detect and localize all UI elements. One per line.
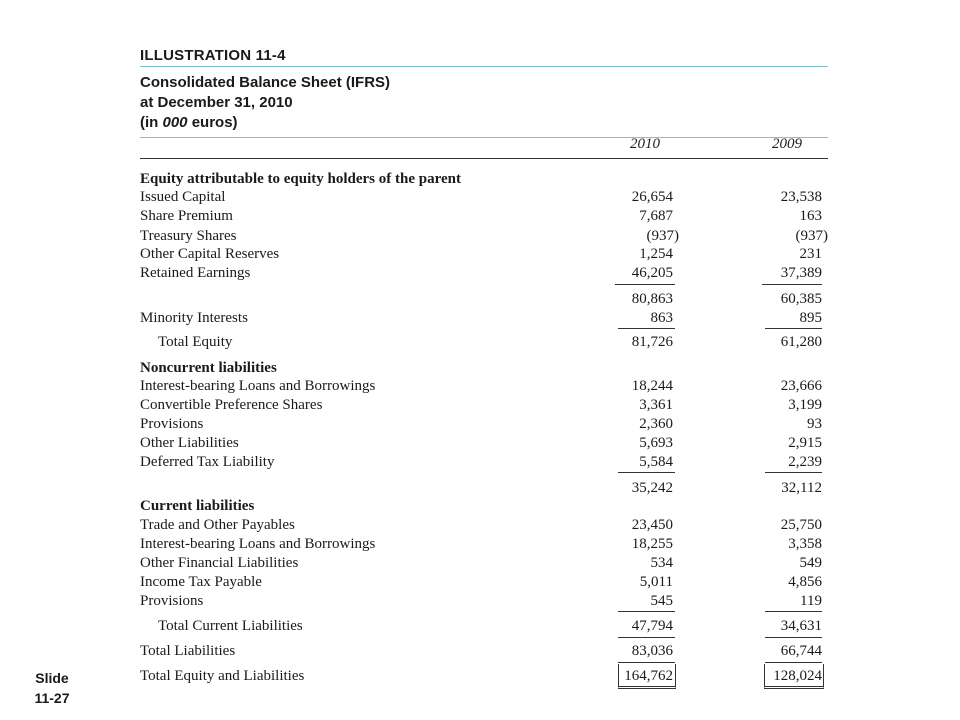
total-row — [140, 333, 828, 352]
row-label: Interest-bearing Loans and Borrowings — [140, 378, 376, 394]
grand-total-row — [140, 667, 828, 686]
table-row — [140, 207, 828, 226]
value-2010: 7,687 — [639, 208, 673, 224]
row-label: Current liabilities — [140, 498, 255, 514]
table-row — [140, 309, 828, 328]
column-header-rule — [140, 158, 828, 159]
grand-total-box-2009 — [764, 664, 824, 689]
subtotal-row — [140, 290, 828, 309]
value-2010: 164,762 — [624, 668, 673, 684]
value-2009: 3,199 — [788, 397, 822, 413]
units-prefix: (in — [140, 114, 163, 131]
value-2010: 46,205 — [631, 265, 673, 281]
value-2010: 18,255 — [631, 536, 673, 552]
row-label: Share Premium — [140, 208, 233, 224]
row-label: Total Equity and Liabilities — [140, 668, 305, 684]
underline — [618, 637, 675, 638]
underline — [765, 662, 822, 663]
row-label: Other Capital Reserves — [140, 246, 280, 262]
row-label: Total Liabilities — [140, 643, 236, 659]
value-2010: 83,036 — [631, 643, 673, 659]
value-2010: 5,693 — [639, 435, 673, 451]
value-2009: 66,744 — [780, 643, 822, 659]
table-row — [140, 264, 828, 283]
row-label: Equity attributable to equity holders of the parent — [140, 171, 461, 187]
table-row — [140, 453, 828, 472]
slide-page: 11-27 — [34, 690, 70, 706]
value-2010: 26,654 — [631, 189, 673, 205]
table-row — [140, 377, 828, 396]
value-2009: 60,385 — [780, 291, 822, 307]
underline — [765, 472, 822, 473]
row-label: Noncurrent liabilities — [140, 360, 277, 376]
value-2010: (937) — [646, 228, 679, 244]
value-2009: 25,750 — [780, 517, 822, 533]
underline — [618, 611, 675, 612]
subtitle-rule — [140, 137, 828, 138]
column-header-2009: 2009 — [772, 136, 802, 152]
table-row — [140, 516, 828, 535]
row-label: Income Tax Payable — [140, 574, 262, 590]
statement-date: at December 31, 2010 — [140, 94, 293, 111]
underline — [765, 637, 822, 638]
table-row — [140, 188, 828, 207]
row-label: Total Current Liabilities — [158, 618, 303, 634]
value-2010: 863 — [650, 310, 673, 326]
statement-units — [140, 113, 828, 133]
row-label: Treasury Shares — [140, 228, 237, 244]
total-row — [140, 642, 828, 661]
value-2009: 2,915 — [788, 435, 822, 451]
table-row — [140, 573, 828, 592]
row-label: Convertible Preference Shares — [140, 397, 323, 413]
table-row — [140, 434, 828, 453]
value-2009: 61,280 — [780, 334, 822, 350]
underline — [618, 472, 675, 473]
value-2009: 3,358 — [788, 536, 822, 552]
section-current-heading — [140, 497, 828, 516]
units-suffix: euros) — [187, 114, 238, 131]
value-2010: 23,450 — [631, 517, 673, 533]
row-label: Interest-bearing Loans and Borrowings — [140, 536, 376, 552]
value-2010: 534 — [650, 555, 673, 571]
illustration-header — [140, 46, 828, 138]
value-2009: 128,024 — [773, 668, 822, 684]
statement-title: Consolidated Balance Sheet (IFRS) — [140, 74, 391, 91]
grand-total-box-2010 — [618, 664, 676, 689]
underline — [765, 611, 822, 612]
row-label: Retained Earnings — [140, 265, 251, 281]
underline — [618, 328, 675, 329]
value-2009: 93 — [807, 416, 822, 432]
section-equity-heading — [140, 170, 828, 189]
units-number: 000 — [162, 114, 188, 131]
total-row — [140, 617, 828, 636]
value-2009: 2,239 — [788, 454, 822, 470]
row-label: Issued Capital — [140, 189, 226, 205]
value-2010: 35,242 — [631, 480, 673, 496]
value-2010: 2,360 — [639, 416, 673, 432]
value-2009: 23,666 — [780, 378, 822, 394]
slide-number — [30, 668, 74, 708]
value-2010: 81,726 — [631, 334, 673, 350]
row-label: Total Equity — [158, 334, 233, 350]
value-2010: 545 — [650, 593, 673, 609]
value-2009: 895 — [799, 310, 822, 326]
value-2010: 18,244 — [631, 378, 673, 394]
value-2010: 3,361 — [639, 397, 673, 413]
table-row — [140, 227, 828, 246]
value-2009: 4,856 — [788, 574, 822, 590]
underline — [765, 328, 822, 329]
table-row — [140, 396, 828, 415]
row-label: Deferred Tax Liability — [140, 454, 275, 470]
column-header-2010: 2010 — [630, 136, 660, 152]
row-label: Other Liabilities — [140, 435, 239, 451]
slide-word: Slide — [35, 670, 69, 686]
row-label: Other Financial Liabilities — [140, 555, 299, 571]
value-2010: 1,254 — [639, 246, 673, 262]
value-2009: 163 — [799, 208, 822, 224]
table-row — [140, 535, 828, 554]
row-label: Trade and Other Payables — [140, 517, 295, 533]
value-2009: 231 — [799, 246, 822, 262]
table-row — [140, 554, 828, 573]
value-2009: 119 — [800, 593, 822, 609]
underline — [615, 284, 675, 285]
value-2010: 5,584 — [639, 454, 673, 470]
value-2010: 80,863 — [631, 291, 673, 307]
value-2009: 34,631 — [780, 618, 822, 634]
underline — [618, 662, 675, 663]
value-2009: 549 — [799, 555, 822, 571]
table-row — [140, 245, 828, 264]
value-2009: (937) — [795, 228, 828, 244]
table-row — [140, 592, 828, 611]
value-2009: 32,112 — [781, 480, 822, 496]
row-label: Minority Interests — [140, 310, 248, 326]
value-2010: 5,011 — [639, 574, 673, 590]
row-label: Provisions — [140, 416, 204, 432]
underline — [762, 284, 822, 285]
value-2009: 23,538 — [780, 189, 822, 205]
value-2010: 47,794 — [631, 618, 673, 634]
subtotal-row — [140, 479, 828, 498]
row-label: Provisions — [140, 593, 204, 609]
value-2009: 37,389 — [780, 265, 822, 281]
illustration-title: ILLUSTRATION 11-4 — [140, 47, 286, 64]
section-noncurrent-heading — [140, 359, 828, 378]
table-row — [140, 415, 828, 434]
